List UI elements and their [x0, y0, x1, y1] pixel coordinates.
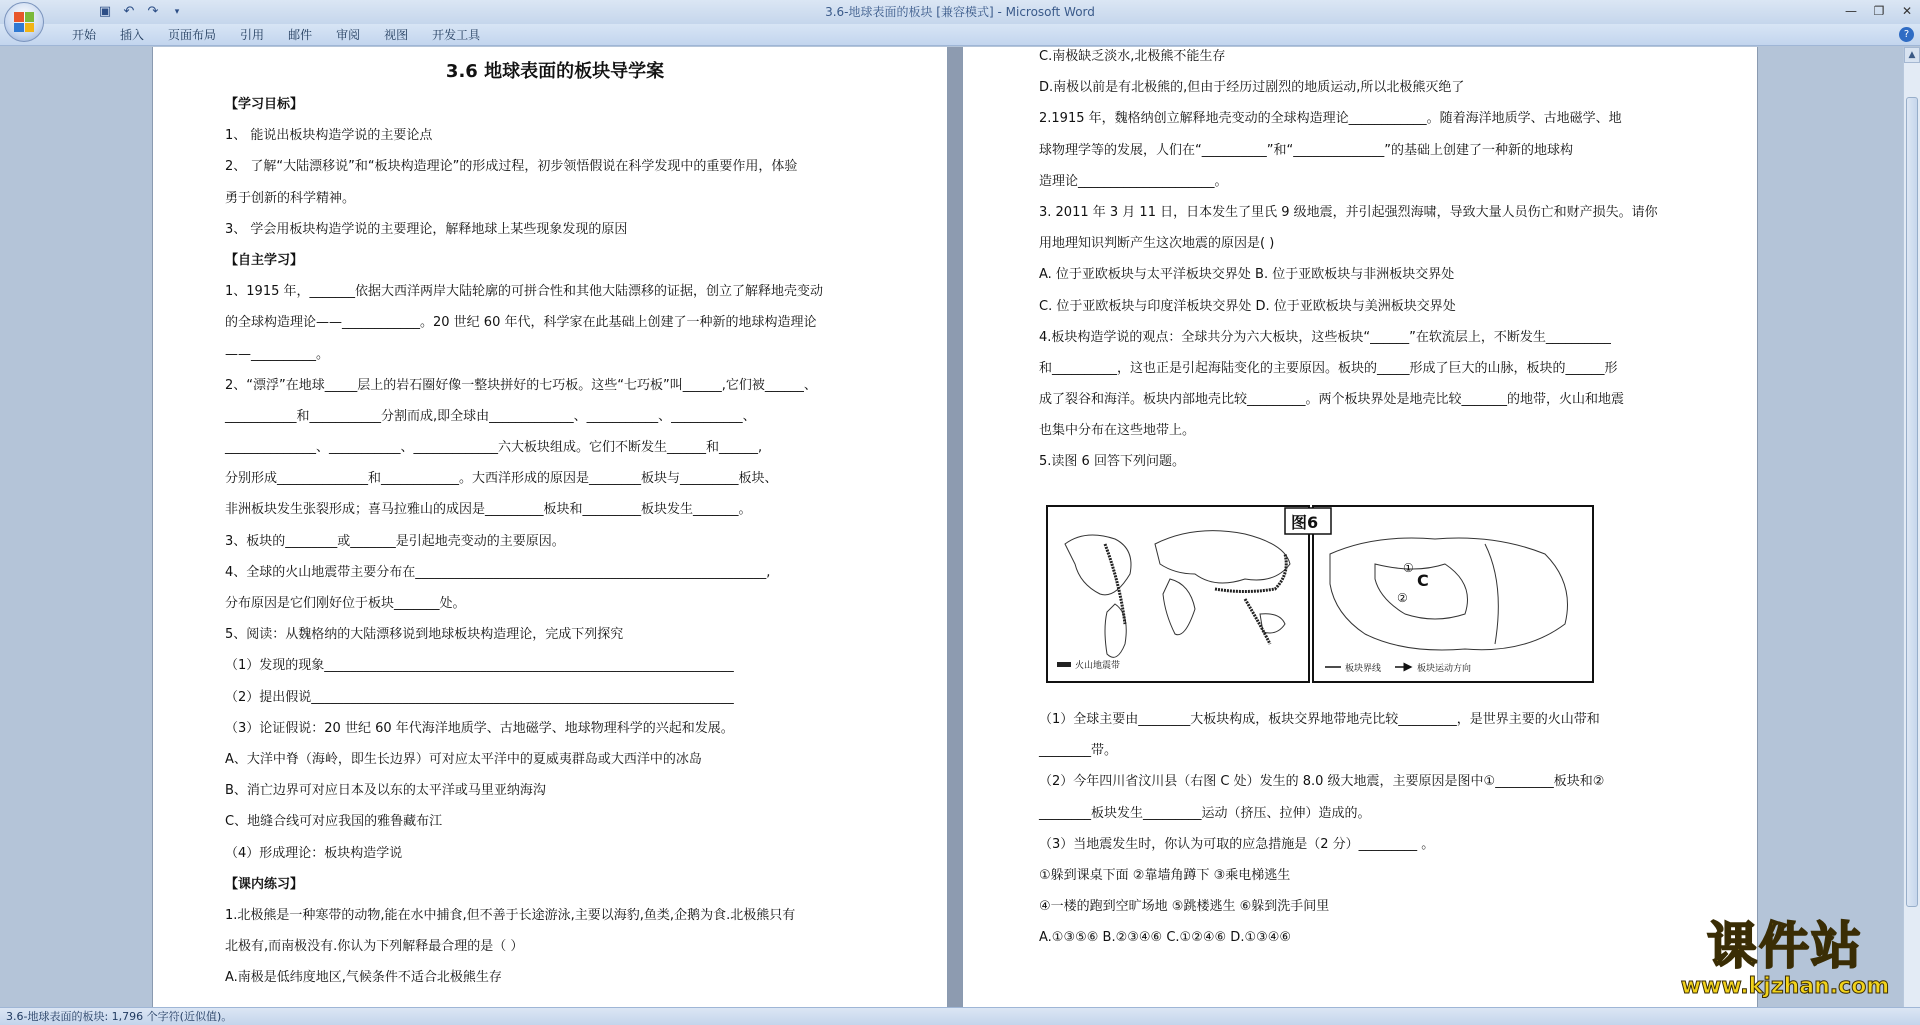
save-icon[interactable]: ▣ [98, 4, 112, 19]
office-logo-icon [14, 12, 34, 32]
text-line: 5.读图 6 回答下列问题。 [1039, 454, 1185, 470]
status-word-count: 3.6-地球表面的板块: 1,796 个字符(近似值)。 [6, 1010, 233, 1023]
document-page-right[interactable] [962, 47, 1758, 1007]
tab-references[interactable]: 引用 [240, 28, 265, 42]
tab-home[interactable]: 开始 [72, 28, 97, 42]
marker-1: ① [1403, 561, 1414, 575]
text-line: 3. 2011 年 3 月 11 日，日本发生了里氏 9 级地震，并引起强烈海啸，导致大量人员伤亡和财产损失。请你 [1039, 204, 1658, 220]
text-line: 3、 学会用板块构造学说的主要理论，解释地球上某些现象发现的原因 [225, 221, 628, 237]
text-line: 1、1915 年，_______依据大西洋两岸大陆轮廓的可拼合性和其他大陆漂移的证据，创立了解释地壳变动 [225, 284, 823, 300]
legend-volcano-swatch [1057, 662, 1071, 667]
volcano-map-frame [1047, 506, 1309, 682]
text-line: ________带。 [1039, 743, 1118, 759]
text-line: ________板块发生_________运动（挤压、拉伸）造成的。 [1039, 805, 1371, 821]
text-line: C.南极缺乏淡水,北极熊不能生存 [1039, 49, 1226, 64]
scroll-thumb[interactable] [1906, 97, 1918, 907]
text-line: 3、板块的________或_______是引起地壳变动的主要原因。 [225, 533, 565, 549]
text-line: 【学习目标】 [225, 97, 304, 112]
restore-icon[interactable]: ❐ [1873, 4, 1885, 18]
marker-c: C [1417, 571, 1429, 590]
text-line: A.①③⑤⑥ B.②③④⑥ C.①②④⑥ D.①③④⑥ [1039, 930, 1292, 946]
legend-volcano-label: 火山地震带 [1075, 661, 1121, 671]
text-line: ___________和___________分割而成,即全球由_____________、___________、___________、 [225, 408, 756, 424]
text-line: 成了裂谷和海洋。板块内部地壳比较_________。两个板块界处是地壳比较_______的地带，火山和地震 [1039, 392, 1625, 408]
document-page-left[interactable] [152, 47, 948, 1007]
help-icon[interactable]: ? [1899, 27, 1914, 42]
text-line: 非洲板块发生张裂形成；喜马拉雅山的成因是_________板块和_________板块发生_______。 [225, 502, 752, 518]
window-controls [1842, 2, 1916, 20]
text-line: （2）提出假说_________________________________________________________________ [225, 689, 734, 705]
watermark-url: www.kjzhan.com [1680, 974, 1890, 999]
text-line: ——__________。 [225, 346, 330, 362]
redo-icon[interactable]: ↷ [147, 4, 159, 19]
text-line: 【自主学习】 [225, 252, 304, 268]
undo-icon[interactable]: ↶ [123, 4, 135, 19]
text-line: 球物理学等的发展，人们在“__________”和“______________”的基础上创建了一种新的地球构 [1039, 142, 1573, 158]
right-page-body-bottom [1039, 704, 1719, 954]
page-gap [948, 47, 962, 1007]
text-line: 1、 能说出板块构造学说的主要论点 [225, 128, 433, 144]
watermark [1660, 918, 1910, 1008]
tab-page-layout[interactable]: 页面布局 [168, 28, 217, 42]
text-line: 分布原因是它们刚好位于板块_______处。 [225, 596, 466, 611]
marker-2: ② [1397, 591, 1408, 605]
text-line: 造理论_____________________。 [1039, 173, 1228, 189]
minimize-icon[interactable]: — [1845, 4, 1857, 18]
text-line: 4、全球的火山地震带主要分布在______________________________________________________, [225, 564, 771, 580]
text-line: A. 位于亚欧板块与太平洋板块交界处 B. 位于亚欧板块与非洲板块交界处 [1039, 267, 1455, 283]
tab-insert[interactable]: 插入 [120, 28, 145, 42]
text-line: 分别形成______________和____________。大西洋形成的原因是________板块与_________板块、 [225, 471, 778, 487]
ribbon-tabs [60, 24, 492, 46]
close-icon[interactable]: ✕ [1901, 4, 1913, 18]
text-line: （4）形成理论：板块构造学说 [225, 845, 403, 861]
office-button[interactable] [4, 2, 44, 42]
plate-map-frame [1313, 506, 1593, 682]
status-bar [0, 1007, 1920, 1025]
title-bar [0, 0, 1920, 24]
scroll-up-icon[interactable]: ▲ [1904, 47, 1920, 63]
quick-access-toolbar [48, 3, 186, 21]
text-line: （3）当地震发生时，你认为可取的应急措施是（2 分）_________ 。 [1039, 836, 1435, 852]
text-line: 2.1915 年，魏格纳创立解释地壳变动的全球构造理论____________。随着海洋地质学、古地磁学、地 [1039, 111, 1622, 127]
right-page-body-top [1039, 47, 1719, 478]
text-line: A、大洋中脊（海岭，即生长边界）可对应太平洋中的夏威夷群岛或大西洋中的冰岛 [225, 751, 702, 767]
left-page-body [225, 89, 885, 993]
document-title: 3.6 地球表面的板块导学案 [445, 61, 665, 82]
window-title: 3.6-地球表面的板块 [兼容模式] - Microsoft Word [825, 5, 1095, 19]
text-line: 用地理知识判断产生这次地震的原因是( ) [1039, 236, 1275, 252]
text-line: A.南极是低纬度地区,气候条件不适合北极熊生存 [225, 970, 502, 986]
text-line: （1）全球主要由________大板块构成，板块交界地带地壳比较_________，是世界主要的火山带和 [1039, 712, 1600, 727]
tab-view[interactable]: 视图 [384, 28, 409, 42]
text-line: 勇于创新的科学精神。 [225, 190, 356, 206]
text-line: （1）发现的现象_______________________________________________________________ [225, 658, 734, 674]
text-line: 北极有,而南极没有.你认为下列解释最合理的是（ ） [225, 939, 524, 955]
tab-mailings[interactable]: 邮件 [288, 28, 313, 42]
text-line: 5、阅读：从魏格纳的大陆漂移说到地球板块构造理论，完成下列探究 [225, 627, 624, 643]
figure-label: 图6 [1291, 513, 1319, 532]
text-line: 1.北极熊是一种寒带的动物,能在水中捕食,但不善于长途游泳,主要以海豹,鱼类,企鹅为食.北极熊只有 [225, 907, 796, 923]
text-line: （3）论证假说：20 世纪 60 年代海洋地质学、古地磁学、地球物理科学的兴起和发展。 [225, 720, 734, 736]
text-line: D.南极以前是有北极熊的,但由于经历过剧烈的地质运动,所以北极熊灭绝了 [1039, 80, 1465, 96]
text-line: B、消亡边界可对应日本及以东的太平洋或马里亚纳海沟 [225, 783, 546, 799]
legend-boundary-label: 板块界线 [1345, 664, 1382, 674]
text-line: 也集中分布在这些地带上。 [1039, 423, 1196, 439]
text-line: ①躲到课桌下面 ②靠墙角蹲下 ③乘电梯逃生 [1039, 867, 1291, 883]
plate-map-figure [1045, 504, 1595, 684]
text-line: 和__________，这也正是引起海陆变化的主要原因。板块的_____形成了巨大的山脉，板块的______形 [1039, 360, 1618, 376]
legend-motion-label: 板块运动方向 [1417, 664, 1472, 674]
text-line: ④一楼的跑到空旷场地 ⑤跳楼逃生 ⑥躲到洗手间里 [1039, 899, 1330, 915]
text-line: 的全球构造理论——____________。20 世纪 60 年代，科学家在此基础上创建了一种新的地球构造理论 [225, 315, 817, 331]
text-line: C、地缝合线可对应我国的雅鲁藏布江 [225, 814, 443, 830]
text-line: 2、 了解“大陆漂移说”和“板块构造理论”的形成过程，初步领悟假说在科学发现中的重要作用，体验 [225, 159, 798, 175]
text-line: ______________、___________、_____________六大板块组成。它们不断发生______和______, [225, 440, 763, 456]
vertical-scrollbar[interactable] [1903, 47, 1920, 1007]
text-line: 【课内练习】 [225, 876, 304, 892]
tab-developer[interactable]: 开发工具 [432, 28, 481, 42]
ribbon-tabs-bar [0, 24, 1920, 46]
text-line: C. 位于亚欧板块与印度洋板块交界处 D. 位于亚欧板块与美洲板块交界处 [1039, 298, 1456, 314]
text-line: （2）今年四川省汶川县（右图 C 处）发生的 8.0 级大地震，主要原因是图中①_________板块和② [1039, 774, 1605, 790]
watermark-text: 课件站 [1707, 917, 1863, 975]
text-line: 2、“漂浮”在地球_____层上的岩石圈好像一整块拼好的七巧板。这些“七巧板”叫______,它们被______、 [225, 377, 817, 393]
customize-qat-icon[interactable]: ▾ [174, 7, 180, 17]
text-line: 4.板块构造学说的观点：全球共分为六大板块，这些板块“______”在软流层上，不断发生__________ [1039, 329, 1611, 345]
tab-review[interactable]: 审阅 [336, 28, 361, 42]
